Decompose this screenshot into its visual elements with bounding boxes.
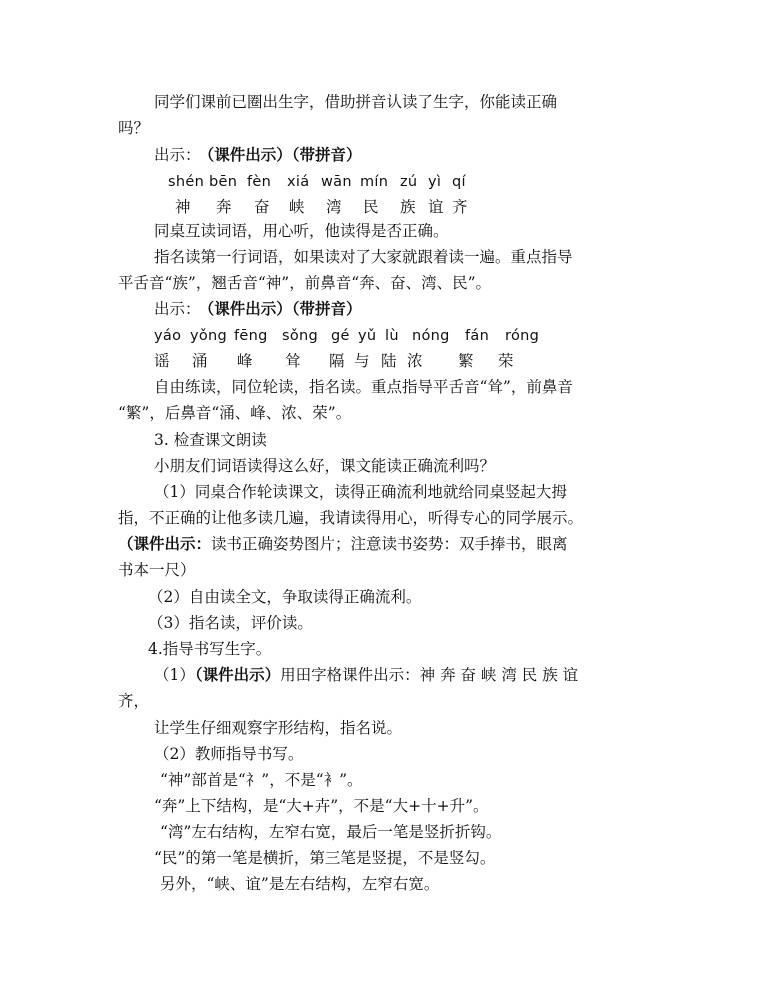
section-heading-4: 4.指导书写生字。 bbox=[148, 640, 272, 658]
paragraph-partner-reading-line1: （1）同桌合作轮读课文，读得正确流利地就给同桌竖起大拇 bbox=[154, 483, 567, 501]
character-item: 神 bbox=[175, 198, 191, 216]
paragraph-named-reading: （3）指名读，评价读。 bbox=[148, 614, 313, 632]
paragraph-partner-reading-line2: 指，不正确的让他多读几遍，我请读得用心，听得专心的同学展示。 bbox=[118, 509, 584, 527]
character-item: 齐 bbox=[452, 198, 468, 216]
pinyin-item: fèn bbox=[247, 174, 272, 190]
show-instruction-2 bbox=[154, 299, 362, 319]
character-item: 与 bbox=[354, 352, 370, 370]
item-prefix: （1） bbox=[154, 666, 195, 684]
note-shen: “神”部首是“礻”，不是“衤”。 bbox=[160, 771, 363, 789]
paragraph-writing-line1 bbox=[154, 665, 578, 685]
paragraph-guidance-line1: 指名读第一行词语，如果读对了大家就跟着读一遍。重点指导 bbox=[154, 248, 573, 266]
character-item: 浓 bbox=[407, 352, 423, 370]
character-item: 峡 bbox=[289, 198, 305, 216]
pinyin-item: róng bbox=[505, 328, 540, 344]
paragraph-partner-reading-line4: 书本一尺） bbox=[118, 561, 196, 579]
pinyin-item: mín bbox=[360, 174, 389, 190]
pinyin-item: yì bbox=[428, 174, 442, 190]
character-item: 谣 bbox=[154, 352, 170, 370]
paragraph-free-reading: （2）自由读全文，争取读得正确流利。 bbox=[148, 588, 422, 606]
character-item: 族 bbox=[400, 198, 416, 216]
paragraph-writing-line2: 齐， bbox=[118, 692, 150, 710]
character-item: 涌 bbox=[192, 352, 208, 370]
writing-text: 用田字格课件出示：神 奔 奋 峡 湾 民 族 谊 bbox=[280, 666, 579, 684]
show-label: 出示： bbox=[154, 300, 201, 318]
pinyin-item: yáo bbox=[154, 328, 182, 344]
pinyin-item: bēn bbox=[209, 174, 238, 190]
character-item: 谊 bbox=[428, 198, 444, 216]
paragraph-peer-reading: 同桌互读词语，用心听，他读得是否正确。 bbox=[154, 222, 449, 240]
paragraph-intro-line1: 同学们课前已圈出生字，借助拼音认读了生字，你能读正确 bbox=[154, 93, 558, 111]
pinyin-item: yǔ bbox=[358, 328, 377, 344]
pinyin-item: zú bbox=[400, 174, 418, 190]
courseware-bold-label: （课件出示） bbox=[194, 665, 281, 684]
character-item: 陆 bbox=[381, 352, 397, 370]
courseware-bold-label: （课件出示： bbox=[118, 534, 212, 553]
courseware-text: 读书正确姿势图片；注意读书姿势：双手捧书，眼离 bbox=[211, 535, 568, 553]
paragraph-guidance-line2: 平舌音“族”，翘舌音“神”，前鼻音“奔、奋、湾、民”。 bbox=[118, 274, 492, 292]
note-wan: “湾”左右结构，左窄右宽，最后一笔是竖折折钩。 bbox=[160, 823, 502, 841]
section-heading-3: 3. 检查课文朗读 bbox=[154, 431, 267, 449]
paragraph-partner-reading-line3 bbox=[118, 534, 568, 554]
paragraph-practice-line1: 自由练读，同位轮读，指名读。重点指导平舌音“耸”，前鼻音 bbox=[154, 378, 573, 396]
note-xia-yi: 另外，“峡、谊”是左右结构，左窄右宽。 bbox=[160, 875, 440, 893]
character-item: 峰 bbox=[237, 352, 253, 370]
paragraph-intro-line2: 吗？ bbox=[118, 119, 150, 137]
note-min: “民”的第一笔是横折，第三笔是竖提，不是竖勾。 bbox=[154, 849, 496, 867]
character-item: 奔 bbox=[216, 198, 232, 216]
pinyin-item: fēng bbox=[234, 328, 268, 344]
pinyin-item: fán bbox=[465, 328, 490, 344]
character-item: 隔 bbox=[329, 352, 345, 370]
character-item: 繁 bbox=[458, 352, 474, 370]
show-bold-label: （课件出示）（带拼音） bbox=[206, 299, 362, 318]
pinyin-item: lù bbox=[385, 328, 399, 344]
paragraph-practice-line2: “繁”，后鼻音“涌、峰、浓、荣”。 bbox=[118, 404, 352, 422]
character-item: 奋 bbox=[254, 198, 270, 216]
pinyin-item: sǒng bbox=[282, 328, 319, 344]
character-item: 湾 bbox=[326, 198, 342, 216]
character-item: 荣 bbox=[498, 352, 514, 370]
character-item: 民 bbox=[363, 198, 379, 216]
pinyin-item: wān bbox=[321, 174, 352, 190]
pinyin-item: qí bbox=[452, 174, 466, 190]
pinyin-item: nóng bbox=[412, 328, 450, 344]
character-item: 耸 bbox=[285, 352, 301, 370]
show-bold-label: （课件出示）（带拼音） bbox=[206, 145, 362, 164]
pinyin-item: yǒng bbox=[190, 328, 228, 344]
paragraph-question: 小朋友们词语读得这么好，课文能读正确流利吗？ bbox=[154, 457, 496, 475]
show-instruction-1 bbox=[154, 145, 362, 165]
paragraph-observe: 让学生仔细观察字形结构，指名说。 bbox=[154, 719, 403, 737]
pinyin-item: gé bbox=[331, 328, 350, 344]
note-ben: “奔”上下结构，是“大+卉”，不是“大+十+升”。 bbox=[154, 797, 489, 815]
paragraph-teacher-guidance: （2）教师指导书写。 bbox=[154, 745, 304, 763]
pinyin-item: shén bbox=[168, 174, 205, 190]
show-label: 出示： bbox=[154, 146, 201, 164]
pinyin-item: xiá bbox=[287, 174, 310, 190]
